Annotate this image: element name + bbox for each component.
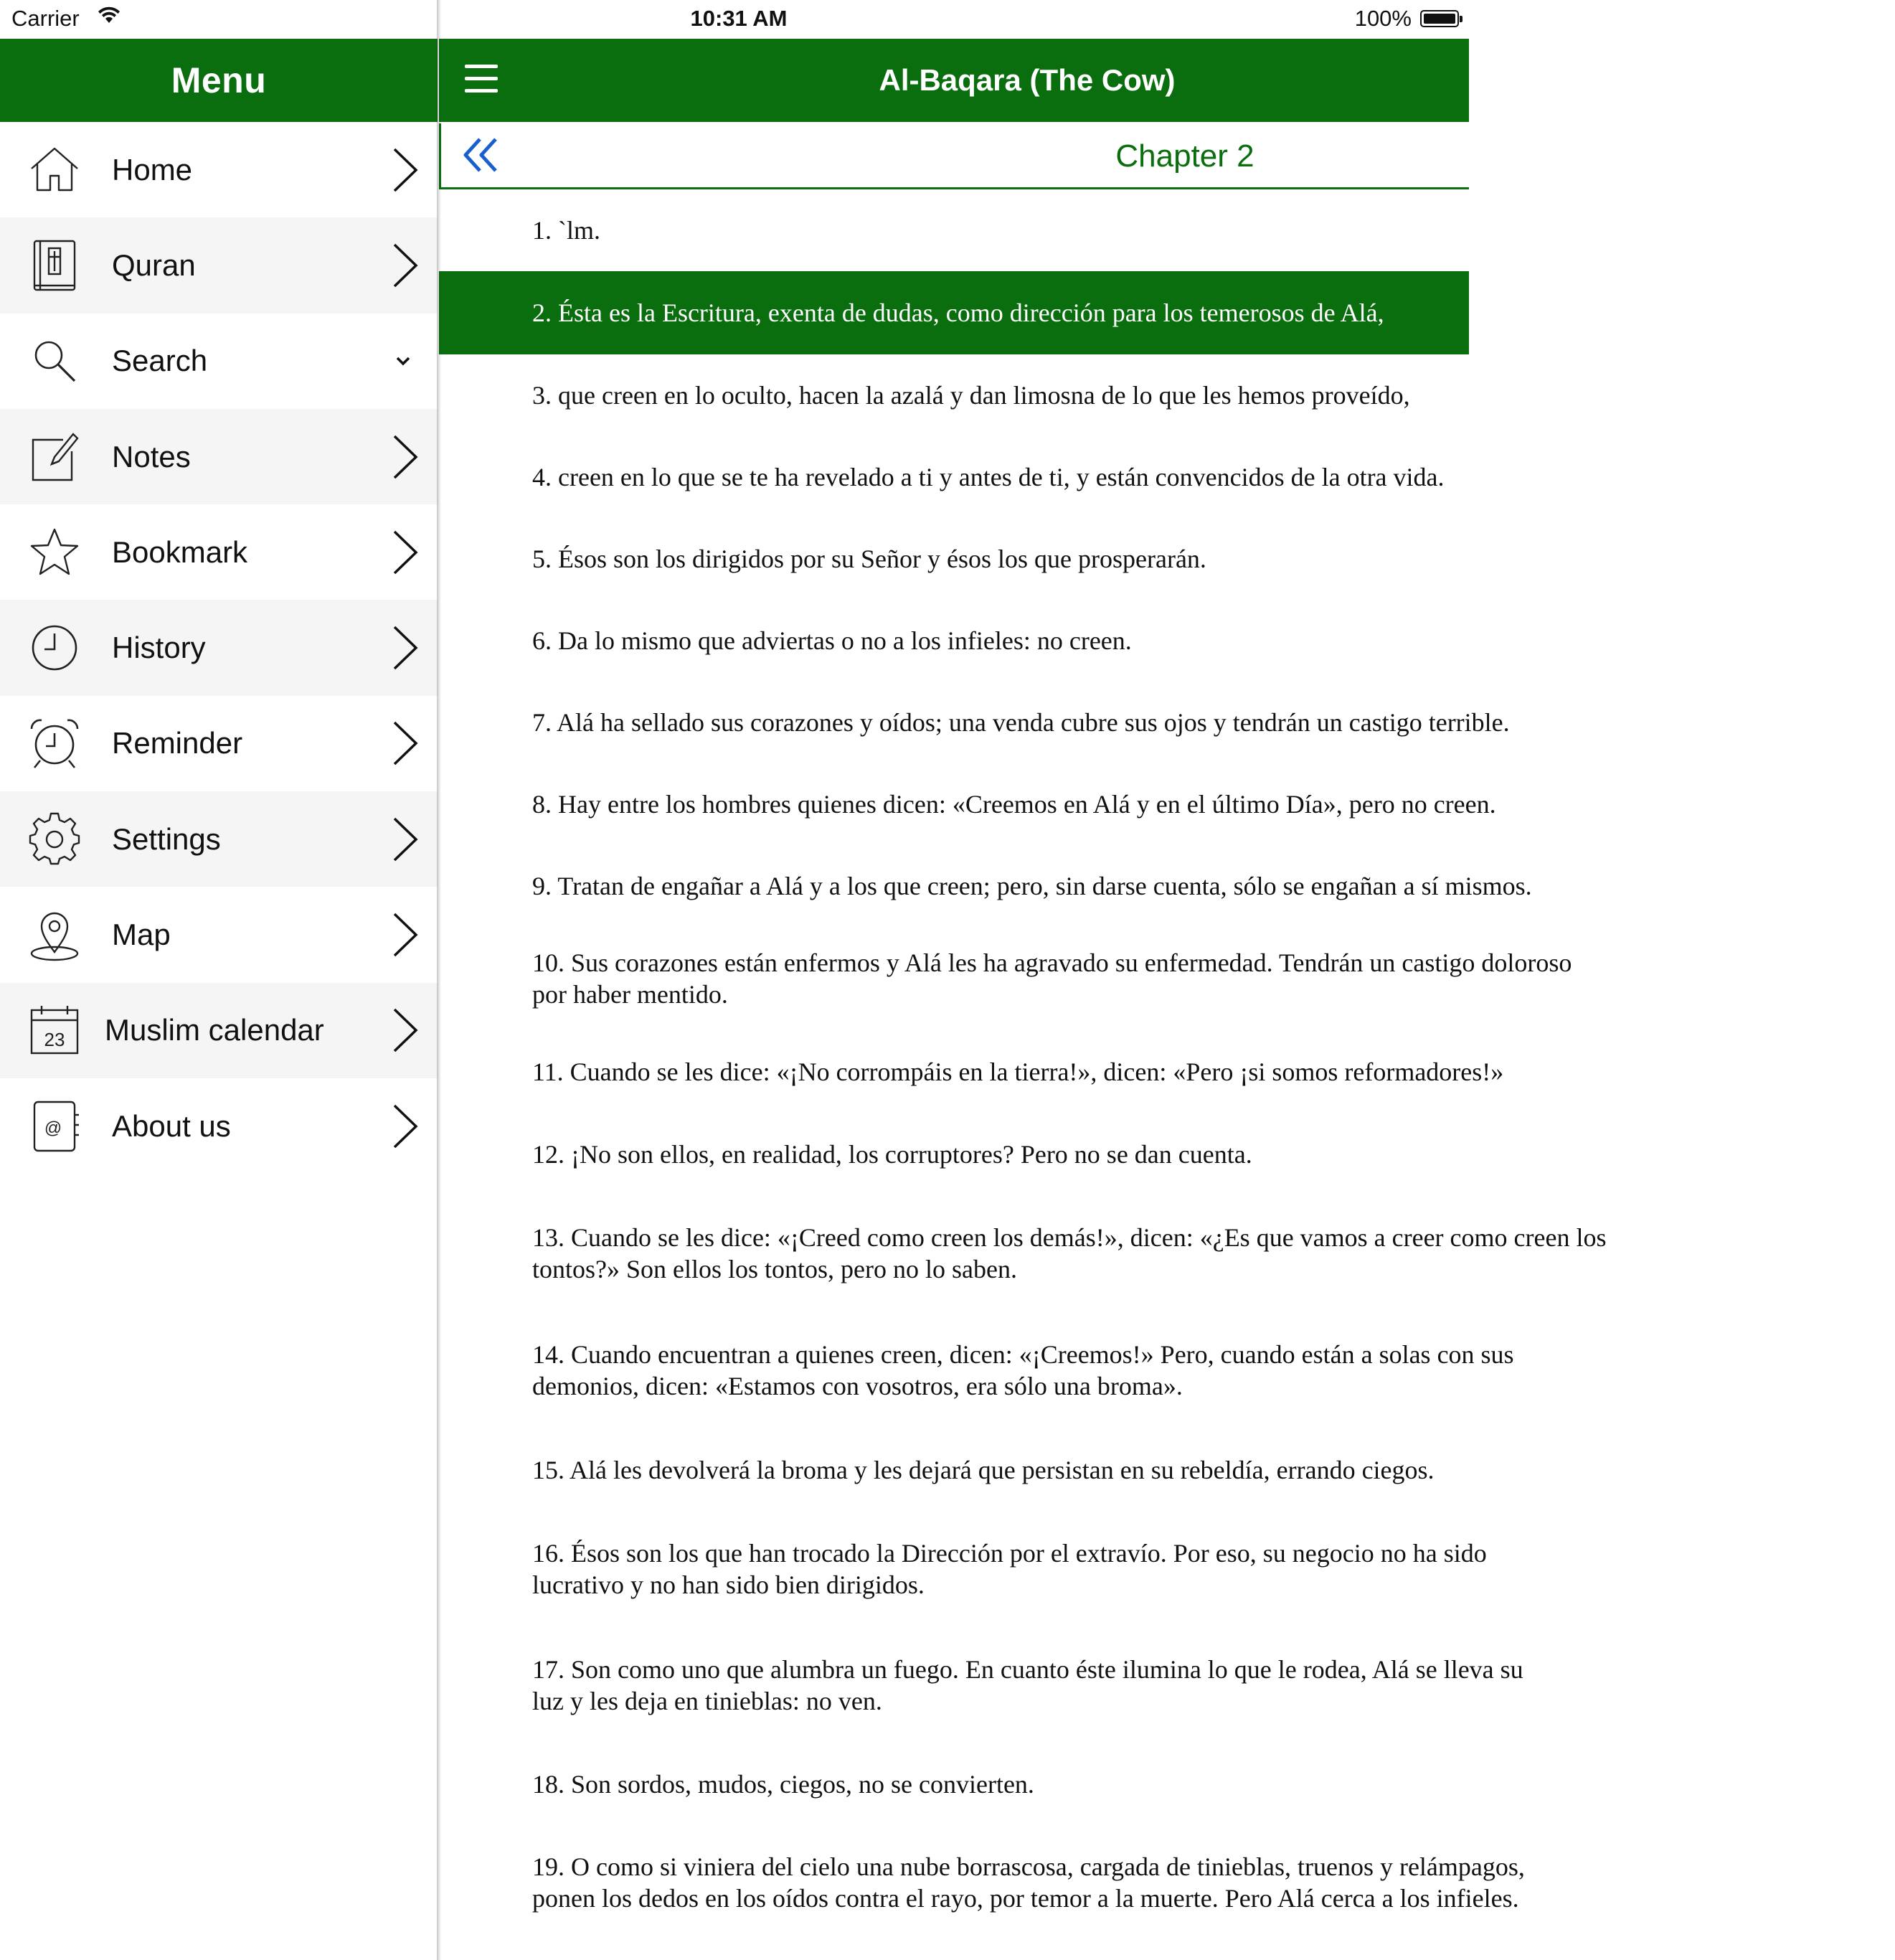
sidebar-item-bookmark[interactable] — [0, 504, 438, 600]
sidebar-title: Menu — [171, 60, 267, 100]
page-title: Al-Baqara (The Cow) — [879, 63, 1176, 97]
verse-text: 4. creen en lo que se te ha revelado a ti y antes de ti, y están convencidos de la otra vida. — [532, 463, 1445, 491]
notes-edit-icon — [27, 430, 82, 484]
sidebar-item-label: Home — [112, 152, 193, 187]
verse-row[interactable] — [439, 1825, 1525, 1940]
chevron-right-icon — [389, 529, 420, 576]
hamburger-menu-icon[interactable] — [465, 65, 498, 93]
verse-row[interactable] — [439, 1743, 1469, 1825]
verse-row[interactable] — [439, 436, 1469, 518]
star-icon — [27, 525, 82, 580]
clock-label: 10:31 AM — [690, 6, 788, 31]
panel-divider — [437, 0, 441, 1960]
verse-text: 19. O como si viniera del cielo una nube borrascosa, cargada de tinieblas, truenos y relámpagos, ponen los dedos en los oídos contra el rayo, por temor a la muerte. Pero Alá cerca a los infieles. — [532, 1852, 1525, 1913]
chevron-right-icon — [389, 433, 420, 481]
svg-text:@: @ — [44, 1118, 62, 1138]
verse-text: 18. Son sordos, mudos, ciegos, no se convierten. — [532, 1770, 1034, 1799]
verse-text: 11. Cuando se les dice: «¡No corrompáis en la tierra!», dicen: «Pero ¡si somos reformadores!» — [532, 1057, 1504, 1086]
contact-book-icon — [27, 1099, 82, 1154]
verse-text: 12. ¡No son ellos, en realidad, los corruptores? Pero no se dan cuenta. — [532, 1140, 1252, 1169]
verse-text: 17. Son como uno que alumbra un fuego. En cuanto éste ilumina lo que le rodea, Alá se lleva su luz y les deja en tinieblas: no ven. — [532, 1655, 1523, 1715]
sidebar-item-label: Settings — [112, 821, 221, 856]
verse-row[interactable] — [439, 354, 1469, 436]
verse-row[interactable] — [439, 1627, 1523, 1743]
carrier-label: Carrier — [11, 6, 80, 31]
verse-text: 15. Alá les devolverá la broma y les dejará que persistan en su rebeldía, errando ciegos. — [532, 1456, 1435, 1484]
double-chevron-left-icon[interactable] — [460, 133, 503, 176]
verse-row-selected[interactable] — [439, 271, 1469, 354]
sidebar-item-label: Quran — [112, 248, 196, 282]
chevron-right-icon — [389, 1007, 420, 1054]
alarm-clock-icon — [27, 716, 82, 771]
sidebar-item-muslim-calendar[interactable] — [0, 983, 438, 1078]
sidebar-item-label: Map — [112, 918, 171, 952]
sidebar-item-home[interactable] — [0, 122, 438, 217]
verse-text: 13. Cuando se les dice: «¡Creed como creen los demás!», dicen: «¿Es que vamos a creer como creen los tontos?» Son ellos los tontos, pero no lo saben. — [532, 1223, 1607, 1283]
sidebar-item-about-us[interactable] — [0, 1078, 438, 1174]
verse-row[interactable] — [439, 1030, 1504, 1113]
verse-row[interactable] — [439, 1511, 1487, 1627]
chevron-right-icon — [389, 1103, 420, 1150]
verse-text: 5. Ésos son los dirigidos por su Señor y ésos los que prosperarán. — [532, 545, 1206, 573]
chevron-right-icon — [389, 242, 420, 289]
sidebar-item-label: Notes — [112, 439, 191, 473]
verse-row[interactable] — [439, 763, 1496, 845]
sidebar-item-notes[interactable] — [0, 409, 438, 504]
chevron-right-icon — [389, 146, 420, 194]
chevron-right-icon — [389, 720, 420, 767]
verse-text: 1. `lm. — [532, 216, 600, 245]
sidebar-menu — [0, 39, 438, 1960]
verse-text: 16. Ésos son los que han trocado la Dirección por el extravío. Por eso, su negocio no ha sido lucrativo y no han sido bien dirigidos. — [532, 1539, 1487, 1599]
gear-icon — [27, 812, 82, 867]
sidebar-item-label: Muslim calendar — [105, 1013, 324, 1047]
nav-bar — [439, 39, 1469, 122]
chevron-down-icon — [393, 354, 413, 368]
verse-text: 7. Alá ha sellado sus corazones y oídos; una venda cubre sus ojos y tendrán un castigo terrible. — [532, 708, 1510, 737]
sidebar-header — [0, 39, 438, 122]
verse-row[interactable] — [439, 1113, 1469, 1195]
sidebar-item-reminder[interactable] — [0, 696, 438, 791]
main-panel — [439, 39, 1607, 1960]
verse-row[interactable] — [439, 1429, 1469, 1511]
sidebar-item-label: History — [112, 631, 206, 665]
sidebar-item-label: Bookmark — [112, 534, 248, 569]
verse-row[interactable] — [439, 927, 1572, 1030]
chevron-right-icon — [389, 624, 420, 672]
search-icon — [27, 334, 82, 388]
sidebar-item-map[interactable] — [0, 887, 438, 982]
quran-book-icon — [27, 238, 82, 293]
verse-row[interactable] — [439, 518, 1469, 600]
chapter-bar — [439, 123, 1469, 189]
clock-icon — [27, 621, 82, 675]
sidebar-item-label: Search — [112, 344, 208, 378]
sidebar-item-search[interactable] — [0, 314, 438, 409]
chevron-right-icon — [389, 911, 420, 958]
verse-text: 6. Da lo mismo que adviertas o no a los infieles: no creen. — [532, 626, 1132, 655]
calendar-icon — [27, 1003, 82, 1057]
wifi-icon — [98, 7, 120, 24]
verse-text: 14. Cuando encuentran a quienes creen, dicen: «¡Creemos!» Pero, cuando están a solas con sus demonios, dicen: «Estamos con vosotros, era sólo una broma». — [532, 1340, 1514, 1400]
menu-list — [0, 122, 438, 1174]
battery-percent: 100% — [1354, 6, 1412, 31]
verse-text: 3. que creen en lo oculto, hacen la azalá y dan limosna de lo que les hemos proveído, — [532, 381, 1410, 410]
verse-row[interactable] — [439, 682, 1510, 763]
sidebar-item-label: Reminder — [112, 726, 243, 760]
map-pin-icon — [27, 908, 82, 962]
battery-icon — [1420, 10, 1459, 27]
verse-row[interactable] — [439, 845, 1532, 927]
svg-text:23: 23 — [44, 1029, 65, 1051]
verse-text: 8. Hay entre los hombres quienes dicen: «Creemos en Alá y en el último Día», pero no creen. — [532, 790, 1496, 819]
verse-row[interactable] — [439, 189, 1469, 271]
status-bar — [0, 0, 1469, 39]
verse-row[interactable] — [439, 1311, 1514, 1429]
sidebar-item-label: About us — [112, 1108, 231, 1143]
verse-text: 2. Ésta es la Escritura, exenta de dudas, como dirección para los temerosos de Alá, — [532, 298, 1384, 327]
verse-text: 9. Tratan de engañar a Alá y a los que creen; pero, sin darse cuenta, sólo se engañan a sí mismos. — [532, 872, 1532, 900]
sidebar-item-settings[interactable] — [0, 791, 438, 887]
home-icon — [27, 143, 82, 197]
chapter-title: Chapter 2 — [1115, 138, 1254, 174]
verse-text: 10. Sus corazones están enfermos y Alá les ha agravado su enfermedad. Tendrán un castigo doloroso por haber mentido. — [532, 948, 1572, 1009]
sidebar-item-quran[interactable] — [0, 217, 438, 313]
chevron-right-icon — [389, 816, 420, 863]
verse-row[interactable] — [439, 600, 1469, 682]
verse-row[interactable] — [439, 1195, 1607, 1311]
sidebar-item-history[interactable] — [0, 600, 438, 695]
